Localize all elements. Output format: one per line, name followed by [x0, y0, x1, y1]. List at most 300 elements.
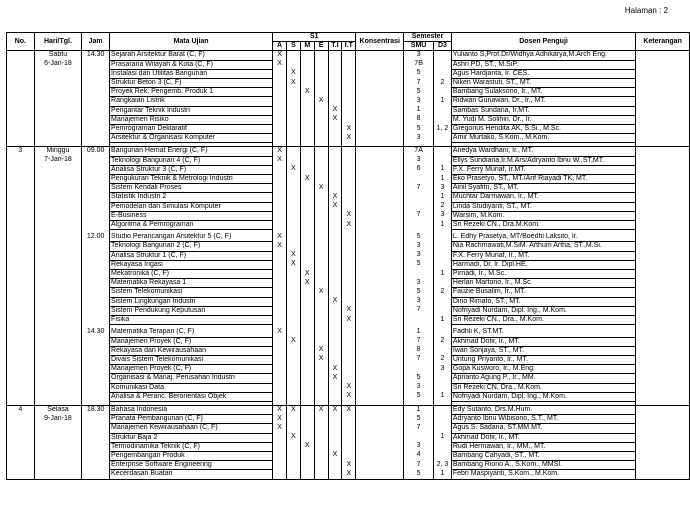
remarks-cell [636, 470, 690, 479]
day-number [7, 202, 35, 211]
program-mark [314, 365, 328, 374]
header-s1-e: E [314, 42, 328, 51]
program-mark [286, 424, 300, 433]
program-mark [286, 60, 300, 69]
program-mark [314, 88, 328, 97]
program-mark [286, 88, 300, 97]
examiner-name: Eko Prasetyo, ST., MT./Arif Riayadi TK, MT. [451, 175, 635, 184]
day-date [34, 115, 82, 124]
program-mark [314, 134, 328, 143]
program-mark [314, 156, 328, 165]
day-date [34, 451, 82, 460]
examiner-name: Febri Maspiyanti, S.Kom., M.Kom. [451, 470, 635, 479]
program-mark [273, 433, 287, 442]
konsentrasi-cell [356, 156, 404, 165]
program-mark: X [314, 405, 328, 414]
program-mark [328, 306, 342, 315]
program-mark: X [273, 60, 287, 69]
konsentrasi-cell [356, 288, 404, 297]
remarks-cell [636, 79, 690, 88]
day-date [34, 279, 82, 288]
program-mark [342, 451, 356, 460]
day-number [7, 165, 35, 174]
konsentrasi-cell [356, 69, 404, 78]
table-row [7, 337, 690, 346]
remarks-cell [636, 383, 690, 392]
program-mark [300, 51, 314, 60]
program-mark: X [286, 79, 300, 88]
program-mark: X [328, 193, 342, 202]
day-number [7, 442, 35, 451]
konsentrasi-cell [356, 297, 404, 306]
program-mark [273, 392, 287, 401]
day-number [7, 115, 35, 124]
semester-d3: 1, 2 [433, 125, 451, 134]
examiner-name: F.X. Ferry Munaf, Ir.MT. [451, 165, 635, 174]
remarks-cell [636, 233, 690, 242]
program-mark: X [273, 405, 287, 414]
subject-name: Organisasi & Manaj. Perusahan Industri [110, 374, 273, 383]
day-date [34, 297, 82, 306]
day-date [34, 424, 82, 433]
program-mark [342, 233, 356, 242]
program-mark: X [314, 355, 328, 364]
session-time [82, 134, 110, 143]
header-keterangan: Keterangan [636, 33, 690, 51]
semester-d3: 1 [433, 193, 451, 202]
program-mark: X [328, 115, 342, 124]
examiner-name: Bambang Sulaksono, Ir., MT. [451, 88, 635, 97]
subject-name: Rekayasa Irigasi [110, 260, 273, 269]
program-mark [314, 165, 328, 174]
header-s1-m: M [300, 42, 314, 51]
examiner-name: F.X. Ferry Munaf, Ir., MT. [451, 251, 635, 260]
session-time [82, 202, 110, 211]
examiner-name: Muchtar Darmawan, Ir., MT. [451, 193, 635, 202]
program-mark [286, 233, 300, 242]
program-mark [342, 69, 356, 78]
subject-name: Manajemen Risiko [110, 115, 273, 124]
session-time [82, 115, 110, 124]
program-mark [300, 424, 314, 433]
program-mark [328, 433, 342, 442]
subject-name: Prasarana Wilayah & Kota (C, F) [110, 60, 273, 69]
day-date [34, 337, 82, 346]
program-mark: X [314, 184, 328, 193]
remarks-cell [636, 442, 690, 451]
program-mark [314, 424, 328, 433]
examiner-name: Nofriyadi Nurdam, Dipl. Ing., M.Kom. [451, 392, 635, 401]
table-row [7, 470, 690, 479]
program-mark [314, 337, 328, 346]
table-row [7, 156, 690, 165]
semester-d3: 2 [433, 355, 451, 364]
program-mark [314, 306, 328, 315]
examiner-name: Agus Hardjanta, Ir. CES. [451, 69, 635, 78]
konsentrasi-cell [356, 337, 404, 346]
program-mark [273, 193, 287, 202]
subject-name: Sistem Telekomunikasi [110, 288, 273, 297]
day-number [7, 433, 35, 442]
remarks-cell [636, 221, 690, 230]
subject-name: Instalasi dan Utilitas Bangunan [110, 69, 273, 78]
subject-name: Analisa & Peranc. Berorientasi Objek [110, 392, 273, 401]
subject-name: Sistem Kendali Proses [110, 184, 273, 193]
table-row [7, 279, 690, 288]
session-time [82, 125, 110, 134]
day-date [34, 461, 82, 470]
session-time [82, 251, 110, 260]
program-mark [314, 383, 328, 392]
session-time [82, 184, 110, 193]
program-mark: X [328, 106, 342, 115]
day-number [7, 125, 35, 134]
subject-name: Matematika Terapan (C, F) [110, 328, 273, 337]
day-number [7, 88, 35, 97]
program-mark [328, 383, 342, 392]
program-mark [273, 69, 287, 78]
subject-name: Pemodelan dan Simulasi Komputer [110, 202, 273, 211]
program-mark [314, 202, 328, 211]
table-row [7, 233, 690, 242]
subject-name: Matematika Rekayasa 1 [110, 279, 273, 288]
konsentrasi-cell [356, 451, 404, 460]
day-number [7, 184, 35, 193]
day-date [34, 270, 82, 279]
program-mark [342, 424, 356, 433]
remarks-cell [636, 106, 690, 115]
session-time [82, 270, 110, 279]
semester-smu [404, 433, 434, 442]
program-mark [273, 355, 287, 364]
program-mark [314, 442, 328, 451]
program-mark [342, 328, 356, 337]
remarks-cell [636, 165, 690, 174]
day-date [34, 233, 82, 242]
remarks-cell [636, 211, 690, 220]
program-mark [273, 461, 287, 470]
konsentrasi-cell [356, 355, 404, 364]
day-date [34, 97, 82, 106]
program-mark [300, 147, 314, 156]
subject-name: Studio Perancangan Arsitektur 5 (C, F) [110, 233, 273, 242]
program-mark: X [286, 69, 300, 78]
program-mark [328, 88, 342, 97]
program-mark [328, 279, 342, 288]
program-mark [342, 442, 356, 451]
remarks-cell [636, 147, 690, 156]
semester-smu: 3 [404, 251, 434, 260]
subject-name: Rekayasa dan Kewirausahaan [110, 346, 273, 355]
examiner-name: Warsim, M.Kom. [451, 211, 635, 220]
program-mark: X [273, 233, 287, 242]
program-mark [286, 365, 300, 374]
konsentrasi-cell [356, 184, 404, 193]
day-number [7, 355, 35, 364]
program-mark: X [273, 156, 287, 165]
session-time: 09.00 [82, 147, 110, 156]
program-mark [328, 51, 342, 60]
konsentrasi-cell [356, 165, 404, 174]
remarks-cell [636, 328, 690, 337]
program-mark [286, 147, 300, 156]
semester-smu: 7A [404, 147, 434, 156]
semester-smu: 5 [404, 415, 434, 424]
konsentrasi-cell [356, 51, 404, 60]
semester-smu [404, 221, 434, 230]
day-number [7, 337, 35, 346]
program-mark [342, 165, 356, 174]
program-mark [342, 355, 356, 364]
session-time [82, 156, 110, 165]
day-number [7, 260, 35, 269]
program-mark [300, 355, 314, 364]
day-number [7, 392, 35, 401]
semester-d3: 1 [433, 270, 451, 279]
program-mark [286, 442, 300, 451]
semester-d3: 3 [433, 184, 451, 193]
program-mark [300, 451, 314, 460]
examiner-name: Yulianto S,Prof.Dr/Widhya Adhikarya,M.Arch Eng. [451, 51, 635, 60]
semester-d3 [433, 279, 451, 288]
program-mark [342, 288, 356, 297]
day-number [7, 193, 35, 202]
day-date [34, 392, 82, 401]
program-mark: X [314, 288, 328, 297]
day-number [7, 288, 35, 297]
day-date [34, 134, 82, 143]
semester-d3 [433, 156, 451, 165]
day-date [34, 260, 82, 269]
program-mark [286, 451, 300, 460]
konsentrasi-cell [356, 125, 404, 134]
program-mark [300, 134, 314, 143]
examiner-name: Aprianto Agung P., Ir., MM. [451, 374, 635, 383]
konsentrasi-cell [356, 211, 404, 220]
program-mark: X [328, 374, 342, 383]
semester-d3 [433, 134, 451, 143]
examiner-name: Akhmad Dofir, Ir., MT. [451, 433, 635, 442]
program-mark [273, 306, 287, 315]
program-mark [328, 156, 342, 165]
program-mark [273, 251, 287, 260]
semester-smu [404, 193, 434, 202]
day-number [7, 328, 35, 337]
examiner-name: Agus S. Sadana, ST.MM.MT. [451, 424, 635, 433]
program-mark [300, 306, 314, 315]
konsentrasi-cell [356, 242, 404, 251]
examiner-name: Untung Priyanto, Ir., MT. [451, 355, 635, 364]
program-mark [286, 242, 300, 251]
session-time [82, 193, 110, 202]
program-mark [300, 297, 314, 306]
day-date [34, 433, 82, 442]
semester-smu: 7 [404, 461, 434, 470]
konsentrasi-cell [356, 374, 404, 383]
semester-smu: 3 [404, 279, 434, 288]
subject-name: Termodinamika Teknik (C, F) [110, 442, 273, 451]
program-mark [342, 270, 356, 279]
program-mark [328, 260, 342, 269]
subject-name: Sistem Pendukung Keputusan [110, 306, 273, 315]
session-time [82, 211, 110, 220]
semester-d3 [433, 60, 451, 69]
subject-name: Mekatronika (C, F) [110, 270, 273, 279]
semester-smu: 7 [404, 355, 434, 364]
program-mark: X [286, 260, 300, 269]
table-row [7, 69, 690, 78]
remarks-cell [636, 251, 690, 260]
semester-d3 [433, 88, 451, 97]
konsentrasi-cell [356, 415, 404, 424]
program-mark [273, 165, 287, 174]
table-row [7, 415, 690, 424]
program-mark [342, 346, 356, 355]
program-mark [328, 125, 342, 134]
session-time [82, 383, 110, 392]
session-time [82, 306, 110, 315]
program-mark [273, 365, 287, 374]
subject-name: Sejarah Arsitektur Barat (C, F) [110, 51, 273, 60]
table-row [7, 79, 690, 88]
program-mark [273, 346, 287, 355]
program-mark [314, 251, 328, 260]
session-time: 14.30 [82, 328, 110, 337]
semester-d3 [433, 106, 451, 115]
konsentrasi-cell [356, 461, 404, 470]
konsentrasi-cell [356, 193, 404, 202]
day-number [7, 279, 35, 288]
program-mark [342, 184, 356, 193]
subject-name: Pengembangan Produk [110, 451, 273, 460]
examiner-name: Sambas Sundana, Ir.MT. [451, 106, 635, 115]
program-mark [286, 175, 300, 184]
remarks-cell [636, 374, 690, 383]
examiner-name: Sri Rezeki CN, Dra., M.Kom. [451, 383, 635, 392]
day-date [34, 221, 82, 230]
program-mark [328, 415, 342, 424]
day-number [7, 316, 35, 325]
day-number [7, 461, 35, 470]
day-number [7, 211, 35, 220]
examiner-name: Sri Rezeki CN., Dra.M.Kom. [451, 221, 635, 230]
table-row [7, 115, 690, 124]
program-mark [300, 405, 314, 414]
program-mark [273, 442, 287, 451]
program-mark [342, 297, 356, 306]
program-mark [286, 211, 300, 220]
program-mark [328, 221, 342, 230]
semester-smu: 5 [404, 470, 434, 479]
session-time [82, 415, 110, 424]
session-time [82, 374, 110, 383]
program-mark [300, 242, 314, 251]
day-number [7, 270, 35, 279]
table-row [7, 442, 690, 451]
semester-smu: 5 [404, 288, 434, 297]
examiner-name: Edy Sutanto, Drs.M.Hum. [451, 405, 635, 414]
program-mark [342, 365, 356, 374]
header-s1-s: S [286, 42, 300, 51]
examiner-name: Niken Warastuti, ST., MT. [451, 79, 635, 88]
remarks-cell [636, 88, 690, 97]
program-mark [300, 79, 314, 88]
semester-smu: 3 [404, 51, 434, 60]
program-mark: X [300, 279, 314, 288]
day-date [34, 211, 82, 220]
examiner-name: Ridwan Gunawan, Dr., Ir., MT. [451, 97, 635, 106]
header-s1-a: A [273, 42, 287, 51]
program-mark: X [342, 392, 356, 401]
program-mark [314, 115, 328, 124]
table-row [7, 328, 690, 337]
subject-name: E-Business [110, 211, 273, 220]
program-mark [314, 279, 328, 288]
header-konsentrasi: Konsentrasi [356, 33, 404, 51]
semester-smu: 3 [404, 242, 434, 251]
program-mark [328, 184, 342, 193]
program-mark [286, 328, 300, 337]
subject-name: Pranata Pembangunan (C, F) [110, 415, 273, 424]
subject-name: Pengantar Teknik Industri [110, 106, 273, 115]
program-mark [342, 115, 356, 124]
table-row [7, 97, 690, 106]
header-hari: Hari/Tgl. [34, 33, 82, 51]
session-time [82, 346, 110, 355]
program-mark [300, 328, 314, 337]
konsentrasi-cell [356, 316, 404, 325]
table-row [7, 365, 690, 374]
program-mark [300, 115, 314, 124]
semester-d3 [433, 415, 451, 424]
program-mark: X [328, 405, 342, 414]
program-mark: X [314, 346, 328, 355]
examiner-name: Ainil Syafitri, ST., MT. [451, 184, 635, 193]
header-s1: S1 [273, 33, 356, 42]
day-date [34, 165, 82, 174]
day-date [34, 328, 82, 337]
semester-smu: 7 [404, 184, 434, 193]
program-mark [342, 97, 356, 106]
table-row [7, 451, 690, 460]
subject-name: Analisa Struktur 1 (C, F) [110, 251, 273, 260]
examiner-name: Bambang Riono A., S.Kom., MMSI. [451, 461, 635, 470]
day-number [7, 134, 35, 143]
program-mark [286, 115, 300, 124]
examiner-name: Anedya Wardhani, Ir., MT. [451, 147, 635, 156]
session-time [82, 392, 110, 401]
program-mark [328, 442, 342, 451]
day-date: Selasa [34, 405, 82, 414]
program-mark: X [300, 442, 314, 451]
day-date [34, 184, 82, 193]
program-mark [273, 115, 287, 124]
remarks-cell [636, 306, 690, 315]
program-mark [286, 51, 300, 60]
program-mark [286, 355, 300, 364]
semester-smu: 6 [404, 165, 434, 174]
day-date [34, 470, 82, 479]
header-s1-it: I.T [342, 42, 356, 51]
program-mark [314, 233, 328, 242]
day-number [7, 383, 35, 392]
day-date: 6-Jan-18 [34, 60, 82, 69]
subject-name: Struktur Baja 2 [110, 433, 273, 442]
semester-d3 [433, 405, 451, 414]
program-mark [300, 433, 314, 442]
program-mark: X [300, 88, 314, 97]
semester-d3: 1 [433, 433, 451, 442]
